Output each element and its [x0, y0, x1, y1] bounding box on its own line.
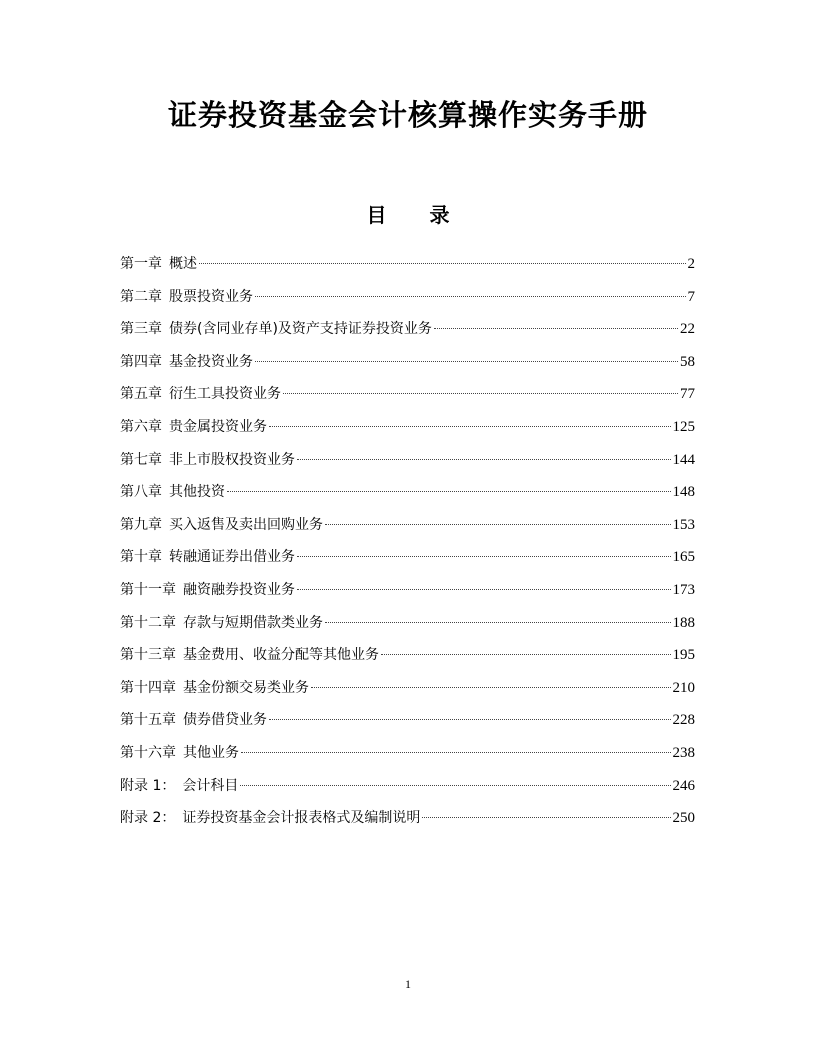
toc-chapter-label: 第十二章	[120, 614, 176, 631]
toc-chapter-label: 第十章	[120, 549, 162, 566]
toc-dot-leader	[269, 426, 671, 427]
toc-page-number: 246	[672, 777, 695, 794]
toc-entry[interactable]	[120, 639, 695, 672]
toc-dot-leader	[434, 328, 678, 329]
toc-entry[interactable]	[120, 541, 695, 574]
toc-dot-leader	[227, 491, 671, 492]
toc-chapter-label: 第五章	[120, 386, 162, 403]
toc-dot-leader	[255, 361, 678, 362]
toc-entry[interactable]	[120, 672, 695, 705]
toc-page-number: 173	[672, 581, 695, 598]
toc-entry[interactable]	[120, 607, 695, 640]
toc-title: 其他业务	[183, 744, 239, 761]
toc-chapter-label: 第十六章	[120, 744, 176, 761]
toc-entry[interactable]	[120, 281, 695, 314]
toc-entry[interactable]	[120, 574, 695, 607]
toc-dot-leader	[325, 622, 671, 623]
toc-chapter-label: 第十五章	[120, 712, 176, 729]
toc-chapter-label: 第七章	[120, 451, 162, 468]
toc-chapter-label: 第一章	[120, 256, 162, 272]
toc-page-number: 148	[672, 484, 695, 501]
toc-chapter-label: 第九章	[120, 516, 162, 533]
toc-page-number: 210	[672, 679, 695, 696]
toc-entry[interactable]	[120, 802, 695, 835]
toc-page-number: 77	[680, 386, 695, 403]
toc-title: 基金份额交易类业务	[183, 679, 309, 696]
page-number: 1	[405, 977, 411, 991]
toc-entry[interactable]	[120, 704, 695, 737]
toc-title: 概述	[169, 256, 197, 272]
toc-page-number: 144	[672, 451, 695, 468]
toc-entry[interactable]	[120, 737, 695, 770]
toc-dot-leader	[381, 654, 671, 655]
toc-page-number: 188	[672, 614, 695, 631]
document-title: 证券投资基金会计核算操作实务手册	[167, 98, 648, 132]
toc-chapter-label: 第八章	[120, 484, 162, 501]
toc-dot-leader	[297, 459, 671, 460]
toc-page-number: 228	[672, 712, 695, 729]
toc-page-number: 250	[672, 810, 695, 827]
toc-heading: 目 录	[366, 203, 468, 227]
toc-page-number: 58	[680, 353, 695, 370]
toc-title: 转融通证券出借业务	[169, 549, 295, 566]
toc-dot-leader	[241, 752, 671, 753]
toc-chapter-label: 第二章	[120, 288, 162, 305]
toc-title: 债券(含同业存单)及资产支持证券投资业务	[169, 321, 432, 338]
toc-title: 债券借贷业务	[183, 712, 267, 729]
toc-page-number: 153	[672, 516, 695, 533]
toc-title: 股票投资业务	[169, 288, 253, 305]
toc-title: 基金费用、收益分配等其他业务	[183, 647, 379, 664]
toc-entry[interactable]	[120, 346, 695, 379]
toc-title: 买入返售及卖出回购业务	[169, 516, 323, 533]
toc-title: 会计科目	[182, 777, 239, 794]
table-of-contents	[120, 248, 695, 835]
toc-title: 衍生工具投资业务	[169, 386, 281, 403]
toc-dot-leader	[255, 296, 686, 297]
toc-entry[interactable]	[120, 476, 695, 509]
toc-page-number: 7	[687, 288, 695, 305]
toc-dot-leader	[269, 719, 671, 720]
toc-entry[interactable]	[120, 378, 695, 411]
toc-entry[interactable]	[120, 444, 695, 477]
toc-dot-leader	[240, 785, 670, 786]
toc-page-number: 238	[672, 744, 695, 761]
toc-title: 贵金属投资业务	[169, 418, 267, 435]
toc-dot-leader	[297, 589, 671, 590]
toc-entry[interactable]	[120, 248, 695, 281]
toc-page-number: 125	[672, 418, 695, 435]
toc-entry[interactable]	[120, 411, 695, 444]
toc-title: 其他投资	[169, 484, 225, 501]
toc-entry[interactable]	[120, 509, 695, 542]
toc-title: 融资融券投资业务	[183, 581, 295, 598]
toc-chapter-label: 附录 2：	[120, 810, 176, 827]
toc-dot-leader	[297, 556, 671, 557]
toc-page-number: 195	[672, 647, 695, 664]
toc-title: 证券投资基金会计报表格式及编制说明	[182, 810, 421, 827]
toc-chapter-label: 第四章	[120, 353, 162, 370]
toc-dot-leader	[283, 393, 678, 394]
toc-page-number: 2	[687, 256, 695, 272]
toc-title: 存款与短期借款类业务	[183, 614, 323, 631]
toc-dot-leader	[325, 524, 671, 525]
toc-page-number: 22	[680, 321, 695, 338]
toc-title: 基金投资业务	[169, 353, 253, 370]
toc-entry[interactable]	[120, 313, 695, 346]
toc-dot-leader	[422, 817, 670, 818]
toc-chapter-label: 第六章	[120, 418, 162, 435]
toc-chapter-label: 附录 1：	[120, 777, 176, 794]
toc-dot-leader	[311, 687, 671, 688]
toc-chapter-label: 第十四章	[120, 679, 176, 696]
toc-chapter-label: 第十一章	[120, 581, 176, 598]
toc-page-number: 165	[672, 549, 695, 566]
toc-dot-leader	[199, 263, 686, 264]
toc-chapter-label: 第三章	[120, 321, 162, 338]
toc-chapter-label: 第十三章	[120, 647, 176, 664]
toc-entry[interactable]	[120, 770, 695, 803]
toc-title: 非上市股权投资业务	[169, 451, 295, 468]
